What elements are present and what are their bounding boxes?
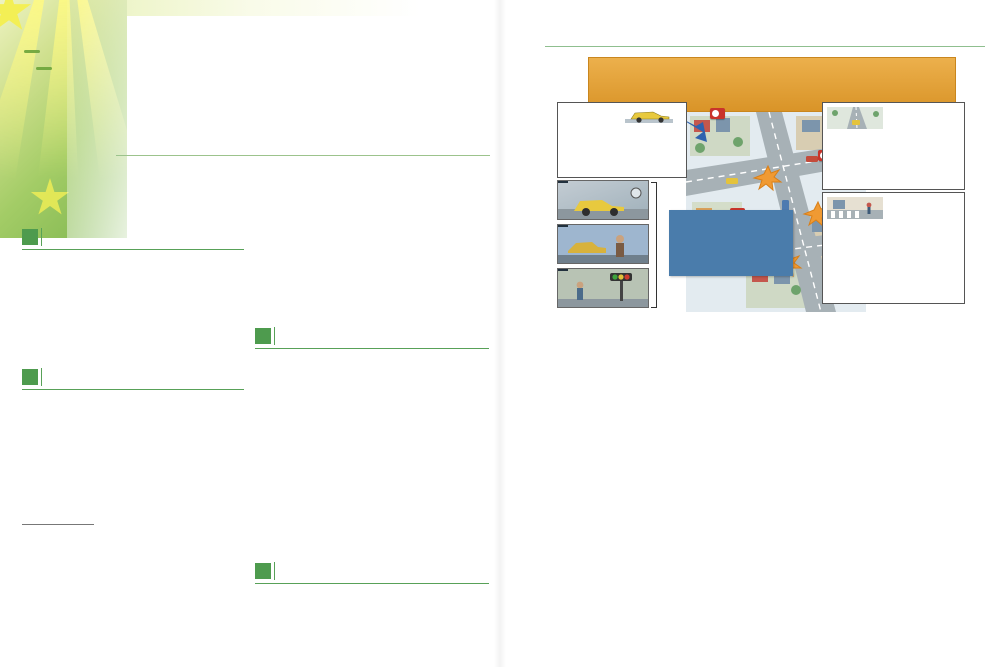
badge-line1	[24, 40, 40, 58]
section-divider	[41, 368, 42, 386]
figure1-box-infra	[822, 102, 965, 190]
triad-thumb-human	[557, 224, 649, 264]
road-scene-icon	[827, 107, 883, 129]
figure1	[545, 98, 967, 316]
spotlight-beam-icon	[57, 0, 127, 214]
right-page	[500, 0, 1000, 667]
section-header-4	[255, 562, 489, 584]
traffic-signal-icon	[558, 269, 649, 308]
section-divider	[41, 228, 42, 246]
running-head-rule	[545, 46, 985, 47]
thumb-label	[558, 269, 568, 271]
figure1-results-box	[669, 210, 793, 276]
red-annotation	[886, 197, 960, 219]
spotlight-badge	[0, 0, 127, 238]
section-number	[255, 328, 271, 344]
thumb-label	[558, 181, 568, 183]
triad-thumb-autonomy	[557, 180, 649, 220]
triad-thumb-infra	[557, 268, 649, 308]
red-annotation	[886, 107, 960, 129]
footnote-rule	[22, 524, 94, 525]
section-header-2	[22, 368, 244, 390]
section-header-3	[255, 327, 489, 349]
section-divider	[274, 562, 275, 580]
thumb-label	[558, 225, 568, 227]
triad-bracket	[651, 182, 657, 308]
figure1-box-auto	[557, 102, 687, 178]
car-icon	[623, 107, 675, 125]
figure1-box-human	[822, 192, 965, 304]
badge-line1-text	[24, 50, 40, 53]
pedestrian-icon	[558, 225, 649, 264]
spotlight-beam-icon	[34, 0, 88, 213]
section-header-1	[22, 228, 244, 250]
section-number	[22, 229, 38, 245]
section-number	[22, 369, 38, 385]
pedestrian-scene-icon	[827, 197, 883, 219]
title-divider	[116, 155, 490, 156]
red-annotation	[562, 107, 620, 125]
section-number	[255, 563, 271, 579]
section-divider	[274, 327, 275, 345]
car-icon	[558, 181, 649, 220]
badge-line2-text	[36, 67, 52, 70]
badge-line2	[36, 57, 52, 75]
page-gutter	[494, 0, 506, 667]
